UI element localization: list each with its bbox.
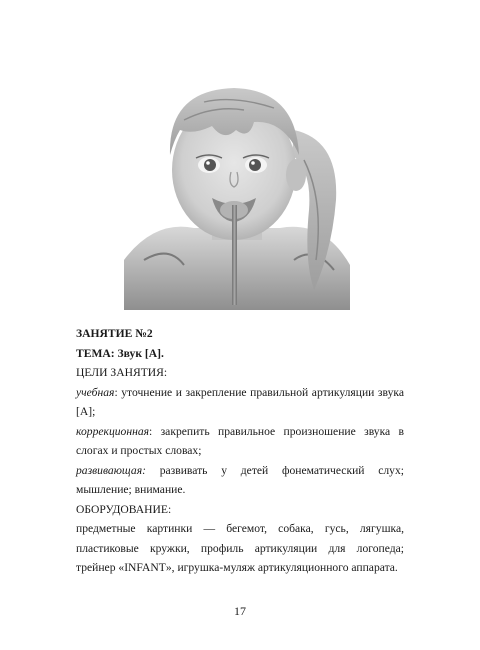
goal-developmental	[76, 461, 404, 500]
equipment-heading: ОБОРУДОВАНИЕ:	[76, 502, 172, 516]
child-photo	[124, 60, 350, 310]
goal-educational-text: : уточнение и закрепление правильной артикуляции звука [А];	[76, 385, 404, 418]
goal-correctional	[76, 422, 404, 461]
goal-educational-term: учебная	[76, 385, 115, 399]
goal-educational	[76, 383, 404, 422]
lesson-text	[76, 324, 404, 578]
goal-correctional-term: коррекционная	[76, 424, 150, 438]
goal-developmental-text: развивать у детей фонематический слух; мышление; внимание.	[76, 463, 404, 496]
goal-developmental-term: развивающая:	[76, 463, 146, 477]
lesson-title: ЗАНЯТИЕ №2	[76, 327, 153, 340]
lesson-topic: ТЕМА: Звук [А].	[76, 346, 164, 360]
goals-heading: ЦЕЛИ ЗАНЯТИЯ:	[76, 366, 168, 379]
equipment-text: предметные картинки — бегемот, собака, гусь, лягушка, пластиковые кружки, профиль артикуляции для логопеда; трейнер «INFANT», игрушка-муляж артикуляционного аппарата.	[76, 522, 404, 574]
page-number: 17	[234, 604, 246, 618]
goal-correctional-text: : закрепить правильное произношение звука в слогах и простых словах;	[76, 424, 404, 457]
